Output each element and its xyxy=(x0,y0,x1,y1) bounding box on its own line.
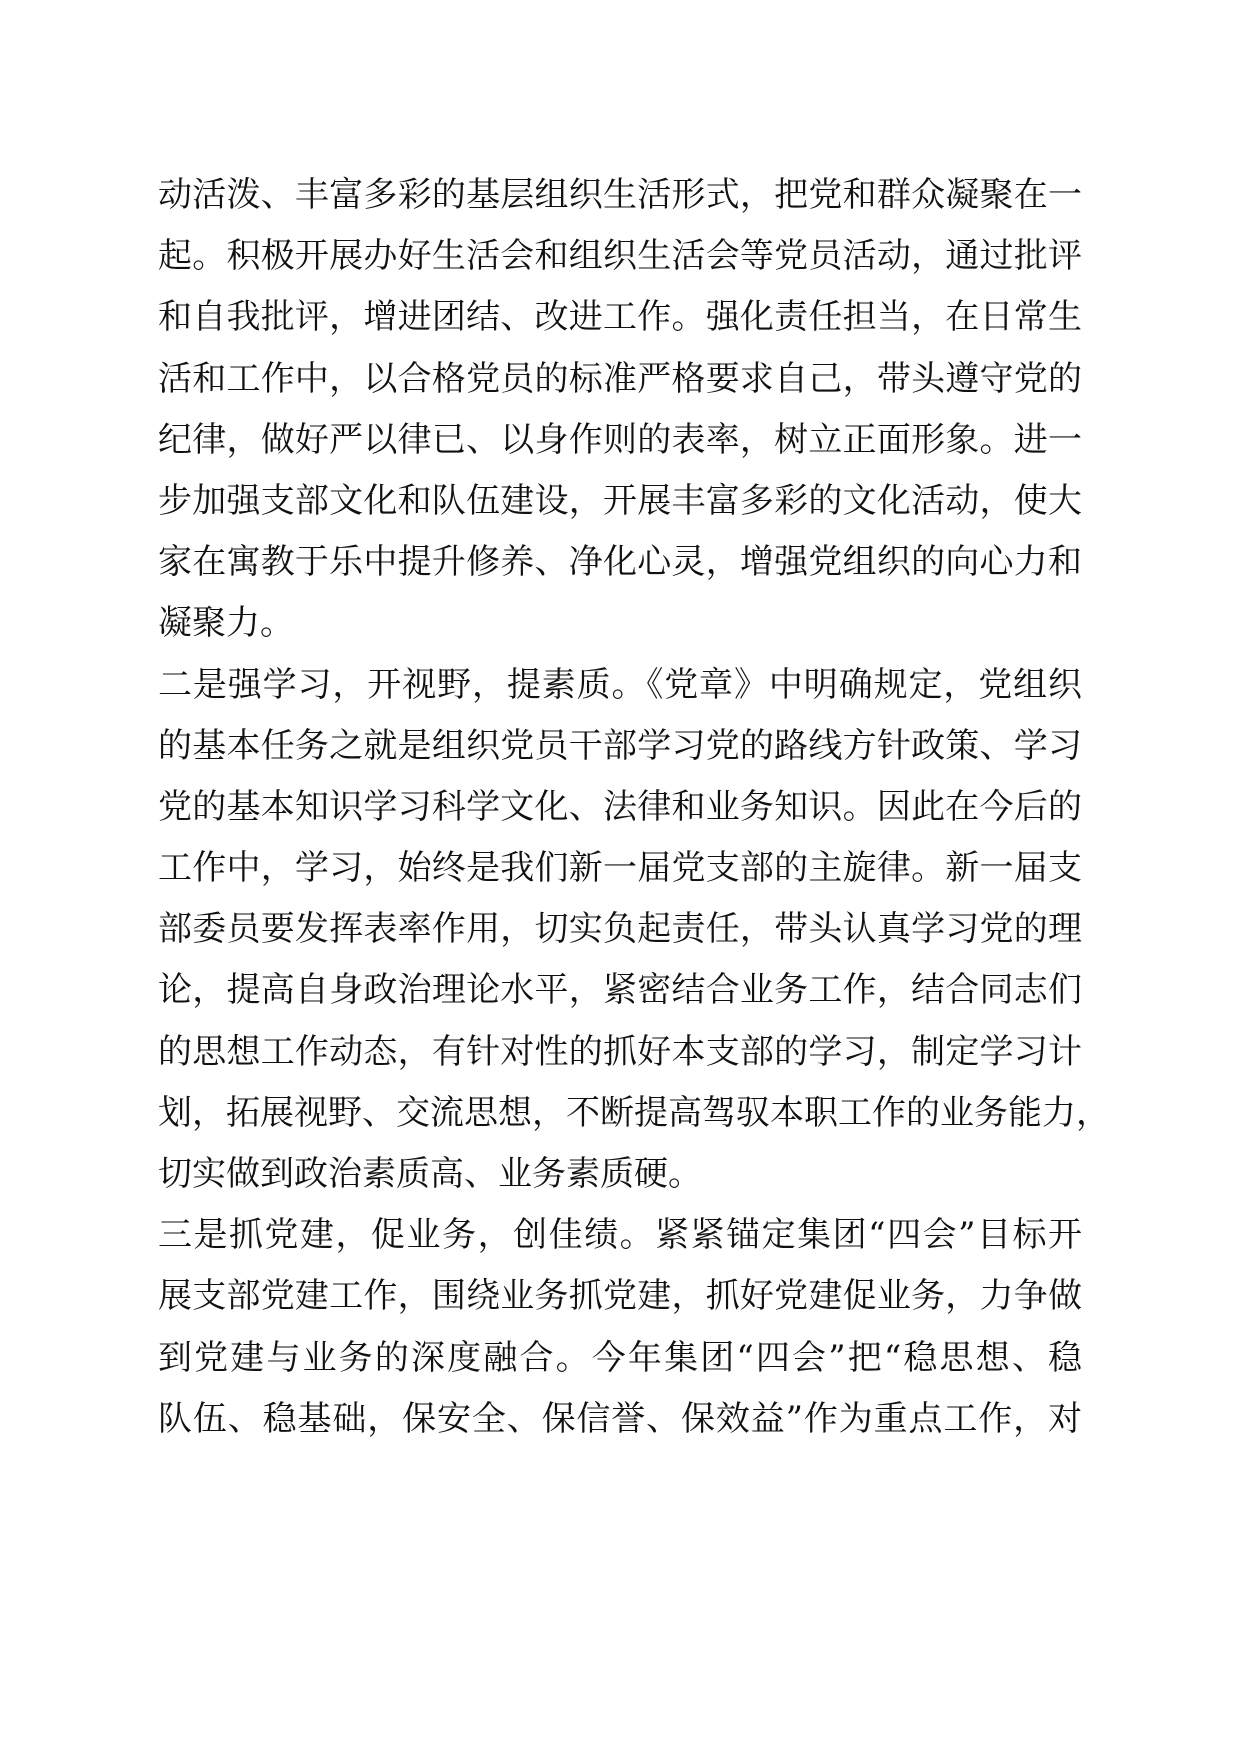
text-line: 的思想工作动态，有针对性的抓好本支部的学习，制定学习计 xyxy=(158,1031,1082,1072)
text-line: 起。积极开展办好生活会和组织生活会等党员活动，通过批评 xyxy=(158,236,1082,277)
text-line: 家在寓教于乐中提升修养、净化心灵，增强党组织的向心力和 xyxy=(158,542,1082,583)
text-line: 二是强学习，开视野，提素质。《党章》中明确规定，党组织 xyxy=(158,664,1082,705)
text-line: 党的基本知识学习科学文化、法律和业务知识。因此在今后的 xyxy=(158,786,1082,827)
text-line: 纪律，做好严以律已、以身作则的表率，树立正面形象。进一 xyxy=(158,419,1082,460)
text-line: 的基本任务之就是组织党员干部学习党的路线方针政策、学习 xyxy=(158,725,1082,766)
text-line: 活和工作中，以合格党员的标准严格要求自己，带头遵守党的 xyxy=(158,358,1082,399)
text-line: 论，提高自身政治理论水平，紧密结合业务工作，结合同志们 xyxy=(158,970,1082,1011)
text-line: 部委员要发挥表率作用，切实负起责任，带头认真学习党的理 xyxy=(158,909,1082,950)
document-page xyxy=(158,165,1110,1450)
text-line: 展支部党建工作，围绕业务抓党建，抓好党建促业务，力争做 xyxy=(158,1276,1082,1317)
text-line: 到党建与业务的深度融合。今年集团“四会”把“稳思想、稳 xyxy=(158,1337,1082,1378)
paragraph-end-line: 切实做到政治素质高、业务素质硬。 xyxy=(158,1154,702,1194)
text-line: 三是抓党建，促业务，创佳绩。紧紧锚定集团“四会”目标开 xyxy=(158,1215,1082,1256)
text-line: 队伍、稳基础，保安全、保信誉、保效益”作为重点工作，对 xyxy=(158,1398,1082,1439)
text-line: 步加强支部文化和队伍建设，开展丰富多彩的文化活动，使大 xyxy=(158,480,1082,521)
text-line: 划，拓展视野、交流思想，不断提高驾驭本职工作的业务能力， xyxy=(158,1092,1110,1133)
text-line: 工作中，学习，始终是我们新一届党支部的主旋律。新一届支 xyxy=(158,848,1082,889)
text-line: 和自我批评，增进团结、改进工作。强化责任担当，在日常生 xyxy=(158,297,1082,338)
text-line: 动活泼、丰富多彩的基层组织生活形式，把党和群众凝聚在一 xyxy=(158,175,1082,215)
paragraph-end-line: 凝聚力。 xyxy=(158,603,294,644)
